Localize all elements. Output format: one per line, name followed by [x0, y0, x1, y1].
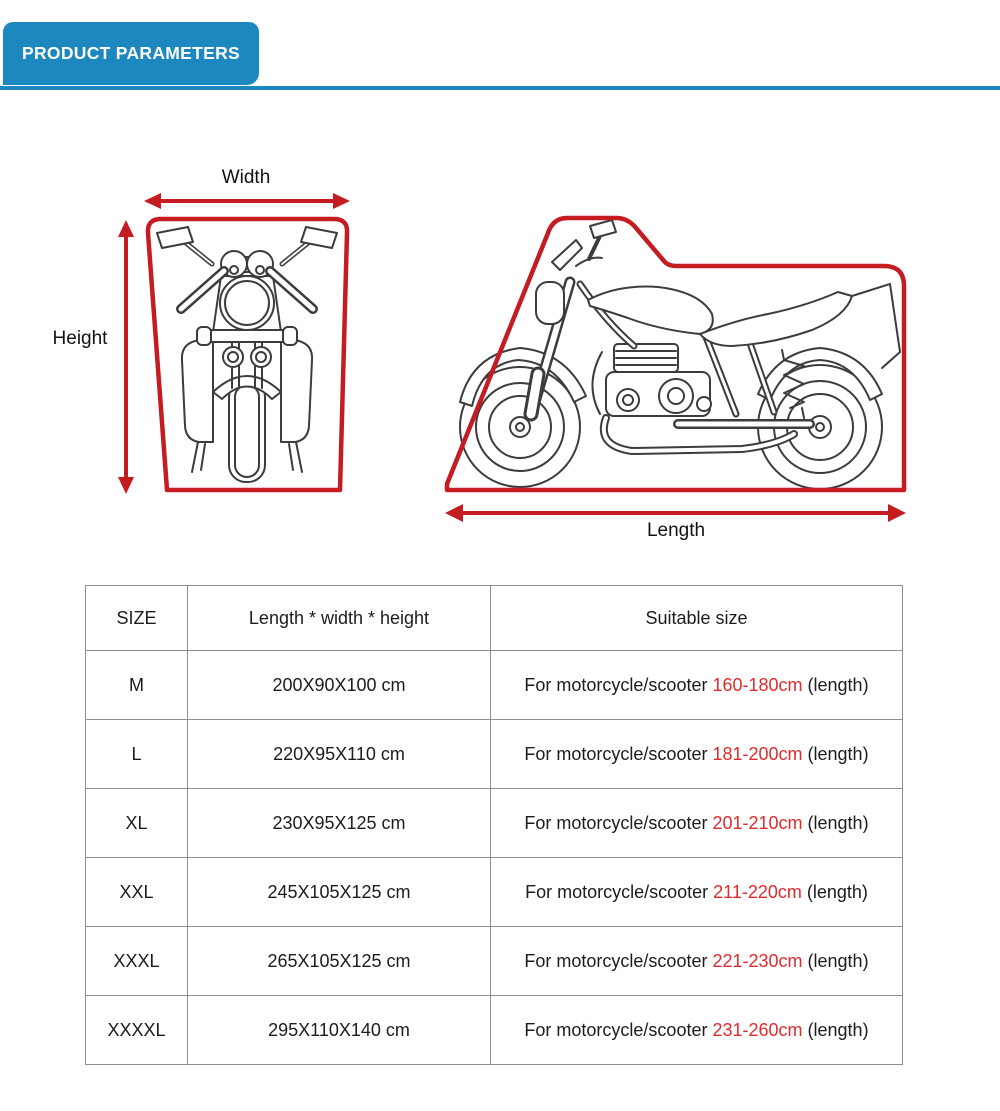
- suitable-suffix: (length): [802, 812, 869, 833]
- cell-suitable: [491, 789, 903, 858]
- cell-dimensions: 295X110X140 cm: [188, 996, 491, 1065]
- cell-dimensions: 230X95X125 cm: [188, 789, 491, 858]
- table-row: [86, 858, 903, 927]
- table-row: [86, 927, 903, 996]
- suitable-range: 181-200cm: [712, 743, 803, 764]
- size-table: [85, 585, 903, 1065]
- cell-dimensions: 220X95X110 cm: [188, 720, 491, 789]
- cell-suitable: [491, 651, 903, 720]
- cell-size: L: [86, 720, 188, 789]
- suitable-prefix: For motorcycle/scooter: [524, 743, 713, 764]
- length-arrow: [445, 504, 906, 522]
- cell-suitable: [491, 927, 903, 996]
- suitable-prefix: For motorcycle/scooter: [524, 950, 713, 971]
- column-header-dimensions: Length * width * height: [188, 586, 491, 651]
- width-dimension-label: Width: [221, 167, 271, 188]
- table-row: [86, 720, 903, 789]
- cell-size: XXL: [86, 858, 188, 927]
- column-header-size: SIZE: [86, 586, 188, 651]
- suitable-suffix: (length): [802, 674, 869, 695]
- size-table-header: [86, 586, 903, 651]
- suitable-prefix: For motorcycle/scooter: [524, 1019, 713, 1040]
- cell-size: XL: [86, 789, 188, 858]
- suitable-prefix: For motorcycle/scooter: [525, 881, 714, 902]
- suitable-prefix: For motorcycle/scooter: [524, 812, 713, 833]
- cell-suitable: [491, 720, 903, 789]
- column-header-suitable: Suitable size: [491, 586, 903, 651]
- suitable-range: 201-210cm: [712, 812, 803, 833]
- table-row: [86, 789, 903, 858]
- cell-size: M: [86, 651, 188, 720]
- cell-size: XXXL: [86, 927, 188, 996]
- section-title: PRODUCT PARAMETERS: [22, 43, 240, 63]
- cell-size: XXXXL: [86, 996, 188, 1065]
- suitable-range: 211-220cm: [713, 881, 802, 902]
- cell-dimensions: 265X105X125 cm: [188, 927, 491, 996]
- suitable-suffix: (length): [802, 1019, 869, 1040]
- cell-dimensions: 200X90X100 cm: [188, 651, 491, 720]
- suitable-range: 221-230cm: [712, 950, 803, 971]
- table-row: [86, 996, 903, 1065]
- cell-suitable: [491, 996, 903, 1065]
- header-row: [86, 586, 903, 651]
- height-arrow: [118, 220, 134, 494]
- cell-suitable: [491, 858, 903, 927]
- table-row: [86, 651, 903, 720]
- suitable-suffix: (length): [802, 950, 869, 971]
- height-dimension-label: Height: [52, 328, 108, 349]
- suitable-range: 160-180cm: [712, 674, 803, 695]
- cell-dimensions: 245X105X125 cm: [188, 858, 491, 927]
- suitable-suffix: (length): [802, 743, 869, 764]
- motorcycle-side-drawing: [460, 220, 900, 489]
- width-arrow: [144, 193, 350, 209]
- length-dimension-label: Length: [646, 520, 706, 541]
- suitable-range: 231-260cm: [712, 1019, 803, 1040]
- suitable-prefix: For motorcycle/scooter: [524, 674, 713, 695]
- suitable-suffix: (length): [801, 881, 868, 902]
- motorcycle-front-drawing: [157, 227, 337, 482]
